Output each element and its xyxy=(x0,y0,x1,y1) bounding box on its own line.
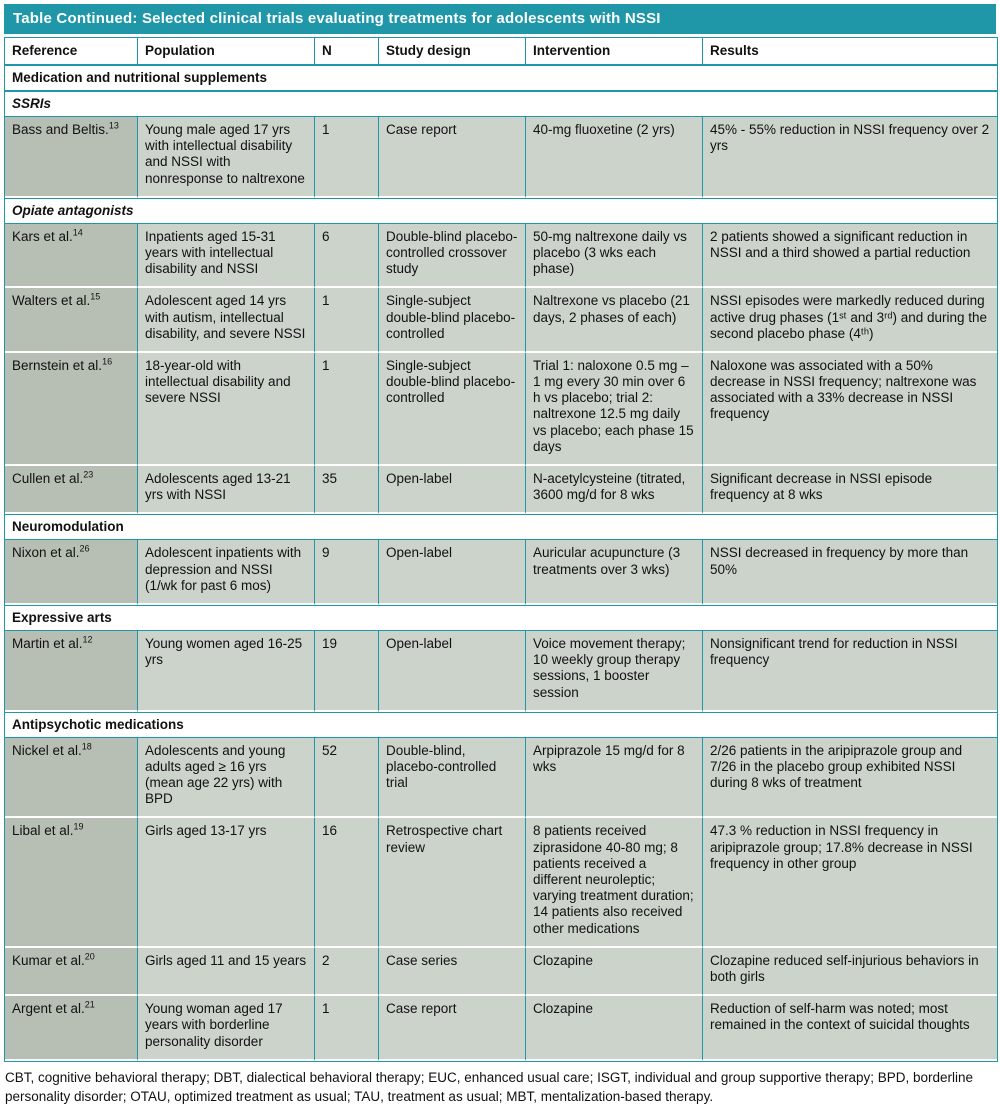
reference-text: Argent et al. xyxy=(12,1001,85,1017)
cell-intervention: Clozapine xyxy=(526,948,703,996)
section-row-ssris xyxy=(5,91,997,117)
cell-results: 45% - 55% reduction in NSSI frequency over 2 yrs xyxy=(703,117,997,198)
cell-results: Naloxone was associated with a 50% decrease in NSSI frequency; naltrexone was associated with a 33% decrease in NSSI frequency xyxy=(703,353,997,466)
cell-results: Reduction of self-harm was noted; most remained in the context of suicidal thoughts xyxy=(703,996,997,1061)
cell-study-design: Open-label xyxy=(379,631,526,712)
section-row-expressive-arts xyxy=(5,605,997,631)
reference-text: Walters et al. xyxy=(12,293,91,309)
cell-intervention: 40-mg fluoxetine (2 yrs) xyxy=(526,117,703,198)
cell-n: 6 xyxy=(315,224,379,289)
cell-population: Young male aged 17 yrs with intellectual disability and NSSI with nonresponse to naltrexone xyxy=(138,117,315,198)
table-row-nixon xyxy=(5,540,997,605)
cell-n: 35 xyxy=(315,466,379,514)
cell-results: NSSI episodes were markedly reduced during active drug phases (1ˢᵗ and 3ʳᵈ) and during the second placebo phase (4ᵗʰ) xyxy=(703,288,997,353)
table-row-libal xyxy=(5,818,997,947)
cell-intervention: Voice movement therapy; 10 weekly group therapy sessions, 1 booster session xyxy=(526,631,703,712)
cell-reference xyxy=(5,540,138,605)
cell-reference xyxy=(5,948,138,996)
reference-text: Nixon et al. xyxy=(12,545,80,561)
cell-n: 1 xyxy=(315,353,379,466)
table-row-argent xyxy=(5,996,997,1061)
reference-superscript: 15 xyxy=(90,291,101,302)
column-header-study-design: Study design xyxy=(379,38,526,65)
cell-study-design: Double-blind, placebo-controlled trial xyxy=(379,738,526,819)
cell-population: Adolescents aged 13-21 yrs with NSSI xyxy=(138,466,315,514)
reference-superscript: 12 xyxy=(82,634,93,645)
cell-study-design: Retrospective chart review xyxy=(379,818,526,947)
section-label: Expressive arts xyxy=(5,605,997,631)
section-row-neuromodulation xyxy=(5,514,997,540)
cell-study-design: Single-subject double-blind placebo-controlled xyxy=(379,353,526,466)
reference-superscript: 21 xyxy=(84,999,95,1010)
cell-results: 2 patients showed a significant reduction in NSSI and a third showed a partial reduction xyxy=(703,224,997,289)
reference-superscript: 16 xyxy=(102,356,113,367)
column-header-row xyxy=(5,38,997,65)
reference-superscript: 19 xyxy=(73,821,84,832)
reference-text: Bass and Beltis. xyxy=(12,122,109,137)
cell-population: Adolescent aged 14 yrs with autism, intellectual disability, and severe NSSI xyxy=(138,288,315,353)
cell-n: 16 xyxy=(315,818,379,947)
cell-study-design: Case report xyxy=(379,117,526,198)
cell-reference xyxy=(5,466,138,514)
cell-study-design: Double-blind placebo-controlled crossover study xyxy=(379,224,526,289)
cell-n: 1 xyxy=(315,288,379,353)
table-row-kumar xyxy=(5,948,997,996)
section-label: Neuromodulation xyxy=(5,514,997,540)
table-row-bass xyxy=(5,117,997,198)
cell-n: 52 xyxy=(315,738,379,819)
column-header-results: Results xyxy=(703,38,997,65)
cell-reference xyxy=(5,288,138,353)
reference-text: Cullen et al. xyxy=(12,471,84,486)
section-row-opiate-antagonists xyxy=(5,198,997,224)
cell-results: 2/26 patients in the aripiprazole group and 7/26 in the placebo group exhibited NSSI during 8 wks of treatment xyxy=(703,738,997,819)
reference-text: Nickel et al. xyxy=(12,742,82,758)
reference-superscript: 18 xyxy=(81,741,92,752)
clinical-trials-table xyxy=(4,37,998,1062)
section-row-medication-and-nutritional-supplements xyxy=(5,65,997,91)
cell-n: 1 xyxy=(315,117,379,198)
cell-intervention: Naltrexone vs placebo (21 days, 2 phases of each) xyxy=(526,288,703,353)
cell-results: Clozapine reduced self-injurious behaviors in both girls xyxy=(703,948,997,996)
reference-superscript: 13 xyxy=(108,120,119,131)
cell-reference xyxy=(5,631,138,712)
cell-study-design: Open-label xyxy=(379,466,526,514)
cell-population: Young woman aged 17 years with borderline personality disorder xyxy=(138,996,315,1061)
cell-n: 19 xyxy=(315,631,379,712)
cell-study-design: Single-subject double-blind placebo-controlled xyxy=(379,288,526,353)
table-row-kars xyxy=(5,224,997,289)
reference-text: Kumar et al. xyxy=(12,952,85,968)
table-row-martin xyxy=(5,631,997,712)
cell-n: 2 xyxy=(315,948,379,996)
section-label: Antipsychotic medications xyxy=(5,712,997,738)
cell-intervention: Auricular acupuncture (3 treatments over 3 wks) xyxy=(526,540,703,605)
cell-reference xyxy=(5,996,138,1061)
reference-text: Martin et al. xyxy=(12,635,83,651)
section-label: SSRIs xyxy=(5,91,997,117)
table-row-nickel xyxy=(5,738,997,819)
cell-intervention: N-acetylcysteine (titrated, 3600 mg/d for 8 wks xyxy=(526,466,703,514)
cell-intervention: 50-mg naltrexone daily vs placebo (3 wks each phase) xyxy=(526,224,703,289)
section-label: Opiate antagonists xyxy=(5,198,997,224)
cell-results: Nonsignificant trend for reduction in NSSI frequency xyxy=(703,631,997,712)
cell-reference xyxy=(5,224,138,289)
column-header-reference: Reference xyxy=(5,38,138,65)
cell-population: Adolescent inpatients with depression and NSSI (1/wk for past 6 mos) xyxy=(138,540,315,605)
reference-superscript: 26 xyxy=(79,543,90,554)
table-title-bar: Table Continued: Selected clinical trials evaluating treatments for adolescents with NSSI xyxy=(4,4,996,34)
reference-text: Kars et al. xyxy=(12,228,73,244)
cell-results: NSSI decreased in frequency by more than 50% xyxy=(703,540,997,605)
cell-reference xyxy=(5,738,138,819)
cell-population: Inpatients aged 15-31 years with intellectual disability and NSSI xyxy=(138,224,315,289)
table-row-walters xyxy=(5,288,997,353)
cell-reference xyxy=(5,353,138,466)
column-header-intervention: Intervention xyxy=(526,38,703,65)
reference-superscript: 14 xyxy=(72,227,83,238)
cell-population: Young women aged 16-25 yrs xyxy=(138,631,315,712)
cell-population: 18-year-old with intellectual disability and severe NSSI xyxy=(138,353,315,466)
cell-population: Girls aged 13-17 yrs xyxy=(138,818,315,947)
cell-n: 1 xyxy=(315,996,379,1061)
reference-superscript: 23 xyxy=(83,469,94,480)
column-header-n: N xyxy=(315,38,379,65)
cell-intervention: Arpiprazole 15 mg/d for 8 wks xyxy=(526,738,703,819)
cell-study-design: Case report xyxy=(379,996,526,1061)
table-row-bernstein xyxy=(5,353,997,466)
cell-study-design: Case series xyxy=(379,948,526,996)
cell-reference xyxy=(5,117,138,198)
reference-text: Bernstein et al. xyxy=(12,357,103,373)
reference-text: Libal et al. xyxy=(12,823,74,839)
column-header-population: Population xyxy=(138,38,315,65)
reference-superscript: 20 xyxy=(84,951,95,962)
table-row-cullen xyxy=(5,466,997,514)
cell-population: Adolescents and young adults aged ≥ 16 yrs (mean age 22 yrs) with BPD xyxy=(138,738,315,819)
cell-reference xyxy=(5,818,138,947)
section-label: Medication and nutritional supplements xyxy=(5,65,997,91)
cell-results: 47.3 % reduction in NSSI frequency in aripiprazole group; 17.8% decrease in NSSI frequency in other group xyxy=(703,818,997,947)
cell-n: 9 xyxy=(315,540,379,605)
cell-study-design: Open-label xyxy=(379,540,526,605)
abbreviations-footnote: CBT, cognitive behavioral therapy; DBT, dialectical behavioral therapy; EUC, enhanced usual care; ISGT, individual and group supportive therapy; BPD, borderline personality disorder; OTAU, optimized treatment as usual; TAU, treatment as usual; MBT, mentalization-based therapy. xyxy=(5,1069,974,1104)
section-row-antipsychotic-medications xyxy=(5,712,997,738)
cell-population: Girls aged 11 and 15 years xyxy=(138,948,315,996)
cell-intervention: Trial 1: naloxone 0.5 mg – 1 mg every 30 min over 6 h vs placebo; trial 2: naltrexone 12.5 mg daily vs placebo; each phase 15 days xyxy=(526,353,703,466)
cell-results: Significant decrease in NSSI episode frequency at 8 wks xyxy=(703,466,997,514)
cell-intervention: Clozapine xyxy=(526,996,703,1061)
cell-intervention: 8 patients received ziprasidone 40-80 mg; 8 patients received a different neuroleptic; varying treatment duration; 14 patients also received other medications xyxy=(526,818,703,947)
